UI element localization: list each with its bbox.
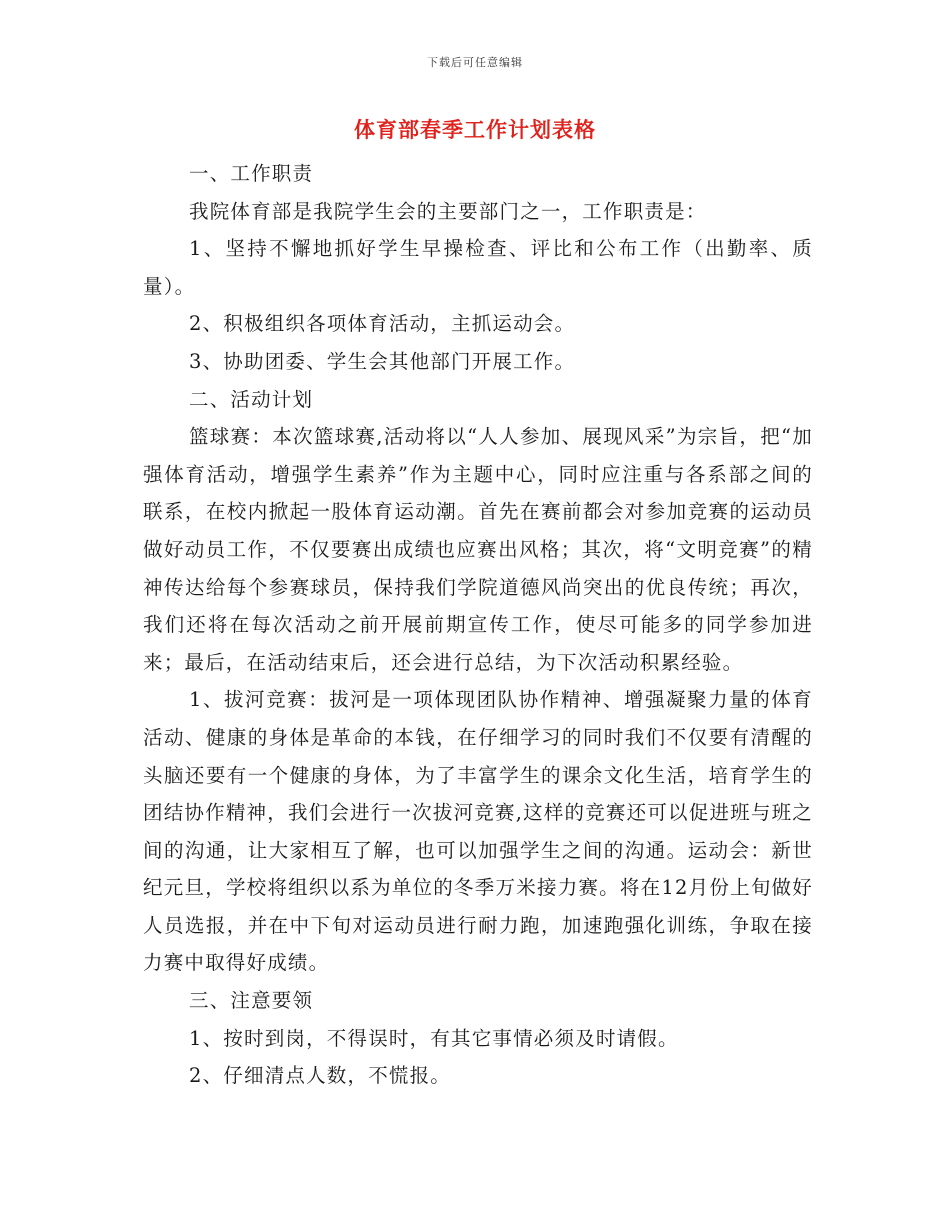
paragraph-basketball: 篮球赛：本次篮球赛,活动将以“人人参加、展现风采”为宗旨，把“加强体育活动，增强学生素养”作为主题中心，同时应注重与各系部之间的联系，在校内掀起一股体育运动潮。首先在赛前都会对参加竞赛的运动员做好动员工作，不仅要赛出成绩也应赛出风格；其次，将“文明竞赛”的精神传达给每个参赛球员，保持我们学院道德风尚突出的优良传统；再次，我们还将在每次活动之前开展前期宣传工作，使尽可能多的同学参加进来；最后，在活动结束后，还会进行总结，为下次活动积累经验。 [143,425,813,674]
document-title: 体育部春季工作计划表格 [354,117,596,142]
paragraph-tug-of-war: 1、拔河竞赛：拔河是一项体现团队协作精神、增强凝聚力量的体育活动、健康的身体是革命的本钱，在仔细学习的同时我们不仅要有清醒的头脑还要有一个健康的身体，为了丰富学生的课余文化生活，培育学生的团结协作精神，我们会进行一次拔河竞赛,这样的竞赛还可以促进班与班之间的沟通，让大家相互了解，也可以加强学生之间的沟通。运动会：新世纪元旦，学校将组织以系为单位的冬季万米接力赛。将在12月份上旬做好人员选报，并在中下旬对运动员进行耐力跑，加速跑强化训练，争取在接力赛中取得好成绩。 [143,688,813,975]
paragraph-intro: 我院体育部是我院学生会的主要部门之一，工作职责是： [189,199,707,223]
document-body [143,155,813,1095]
section-heading-notes: 三、注意要领 [189,989,314,1013]
paragraph-duty-2: 2、积极组织各项体育活动，主抓运动会。 [189,312,576,336]
paragraph-note-1: 1、按时到岗，不得误时，有其它事情必须及时请假。 [189,1026,679,1050]
paragraph-duty-1: 1、坚持不懈地抓好学生早操检查、评比和公布工作（出勤率、质量）。 [143,237,813,298]
section-heading-activities: 二、活动计划 [189,387,314,411]
header-note: 下载后可任意编辑 [427,56,523,69]
paragraph-note-2: 2、仔细清点人数，不慌报。 [189,1064,452,1088]
section-heading-duties: 一、工作职责 [189,162,314,185]
paragraph-duty-3: 3、协助团委、学生会其他部门开展工作。 [189,349,576,373]
